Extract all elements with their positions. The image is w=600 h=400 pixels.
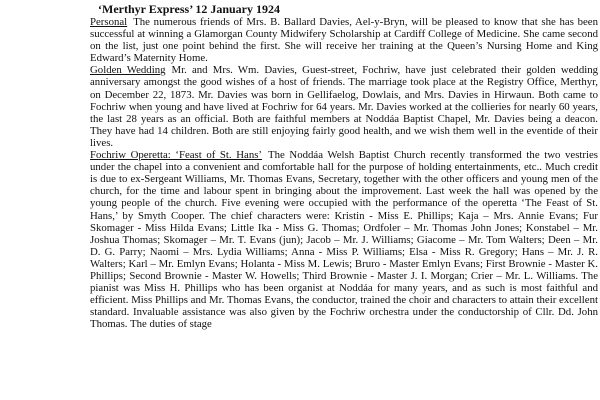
- section-label-golden-wedding: Golden Wedding: [90, 64, 166, 77]
- newspaper-heading: ‘Merthyr Express’ 12 January 1924: [98, 2, 280, 16]
- section-text-operetta: The Noddáa Welsh Baptist Church recently transformed the two vestries under the chapel into a convenient and comfortable hall for the purpose of holding entertainments, etc.. Much credit is due to ex-Sergeant Williams, Mr. Thomas Evans, Secretary, together with the other officers and young men of the church, for the time and labour spent in bringing about the improvement. Last week the hall was opened by the young people of the church. Five evening were occupied with the performance of the operetta ‘The Feast of St. Hans,’ by Smyth Cooper. The chief characters were: Kristin - Miss E. Phillips; Kaja – Mrs. Annie Evans; Fur Skomager - Miss Hilda Evans; Little Ika - Miss G. Thomas; Ordfoler – Mr. Thomas John Jones; Konstabel – Mr. Joshua Thomas; Skomager – Mr. T. Evans (jun); Jacob – Mr. J. Williams; Giacome – Mr. Tom Walters; Deen – Mr. D. G. Parry; Naomi – Mrs. Lydia Williams; Anna - Miss P. Williams; Elsa - Miss R. Gregory; Hans – Mr. J. R. Walters; Karl – Mr. Emlyn Evans; Holanta - Miss M. Lewis; Bruro - Master Emlyn Evans; First Brownie - Master K. Phillips; Second Brownie - Master W. Howells; Third Brownie - Master J. I. Morgan; Crier – Mr. L. Williams. The pianist was Miss H. Phillips who has been organist at Noddáa for many years, and as such is most faithful and efficient. Miss Phillips and Mr. Thomas Evans, the conductor, trained the choir and characters to attain their excellent standard. Invaluable assistance was also given by the Fochriw orchestra under the conductorship of Cllr. Dd. John Thomas. The duties of stage: [90, 149, 598, 331]
- section-golden-wedding: [90, 64, 598, 149]
- section-label-personal: Personal: [90, 16, 128, 28]
- section-text-golden-wedding: Mr. and Mrs. Wm. Davies, Guest-street, Fochriw, have just celebrated their golden wedding anniversary amongst the good wishes of a host of friends. The marriage took place at the Registry Office, Merthyr, on December 22, 1873. Mr. Davies was born in Gellifaelog, Dowlais, and Mrs. Davies in Hirwaun. Both came to Fochriw when young and have lived at Fochriw for 64 years. Mr. Davies worked at the collieries for nearly 60 years, the last 28 years as an official. Both are faithful members at Noddáa Baptist Chapel, Mr. Davies being a deacon. They have had 14 children. Both are still enjoying fairly good health, and we wish them well in the eventide of their lives.: [90, 64, 599, 149]
- section-label-operetta: Fochriw Operetta: ‘Feast of St. Hans’: [90, 149, 263, 162]
- section-text-personal: The numerous friends of Mrs. B. Ballard Davies, Ael-y-Bryn, will be pleased to know that she has been successful at winning a Glamorgan County Midwifery Scholarship at Cardiff College of Medicine. She came second on the list, just one point behind the first. She will receive her training at the Queen’s Nursing Home and King Edward’s Maternity Home.: [90, 16, 598, 65]
- section-operetta: [90, 149, 598, 330]
- section-personal: [90, 16, 598, 64]
- article-column: [90, 3, 598, 330]
